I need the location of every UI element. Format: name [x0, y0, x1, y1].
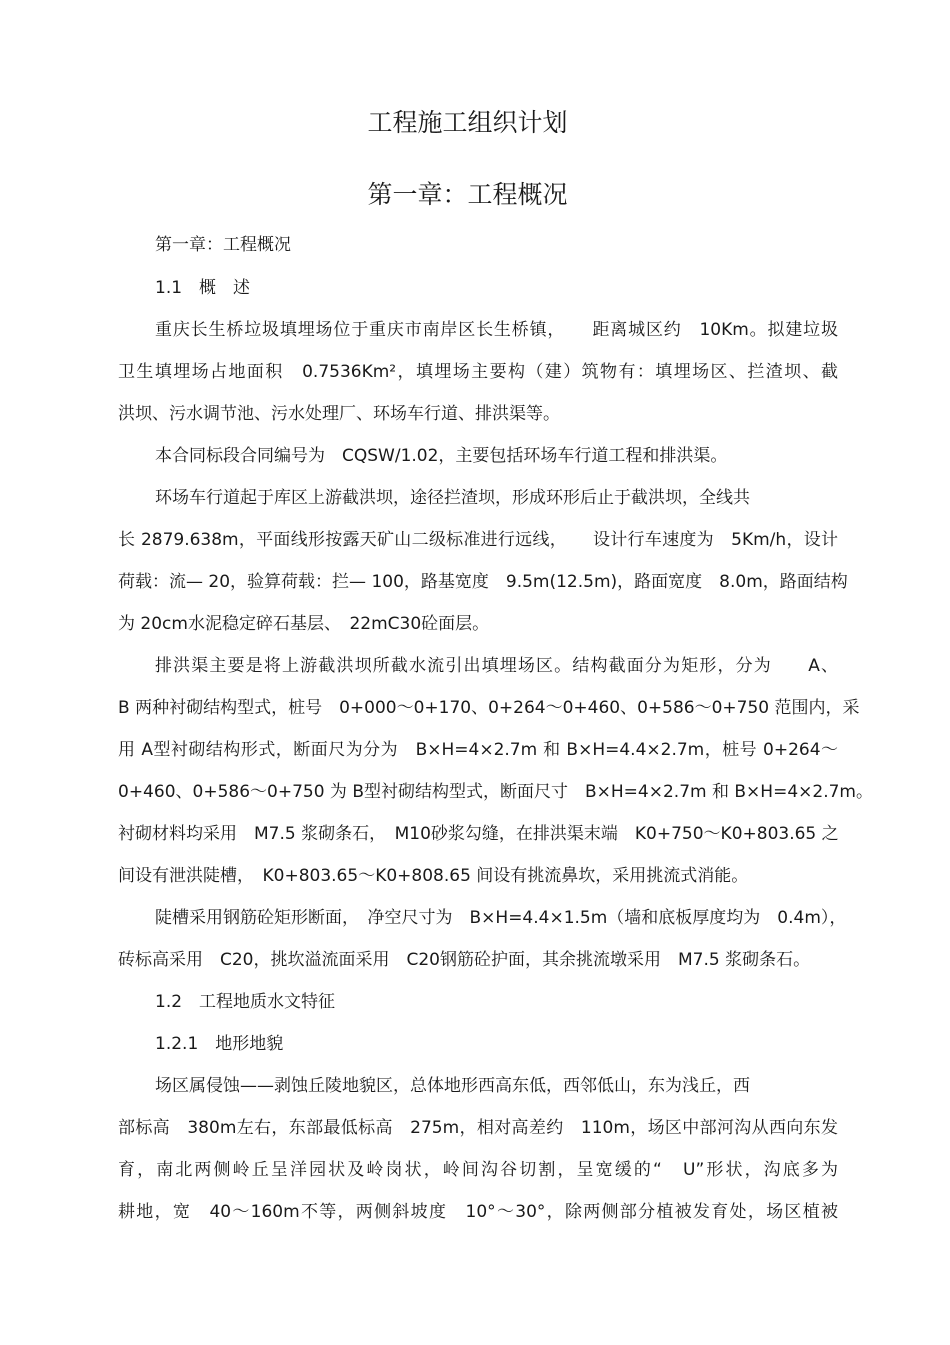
body-line: 本合同标段合同编号为 CQSW/1.02，主要包括环场车行道工程和排洪渠。: [155, 446, 728, 466]
body-line: 荷载：流— 20，验算荷载：拦— 100，路基宽度 9.5m(12.5m)，路面宽度 8.0m，路面结构: [118, 572, 848, 592]
body-line: 间设有泄洪陡槽， K0+803.65～K0+808.65 间设有挑流鼻坎，采用挑流式消能。: [118, 866, 749, 886]
body-line: 0+460、0+586～0+750 为 B型衬砌结构型式，断面尺寸 B×H=4×2.7m 和 B×H=4×2.7m。: [118, 782, 873, 802]
section-heading: 1.2.1 地形地貌: [155, 1034, 284, 1054]
body-line: 用 A型衬砌结构形式，断面尺为分为 B×H=4×2.7m 和 B×H=4.4×2.7m，桩号 0+264～: [118, 740, 838, 760]
body-line: 陡槽采用钢筋砼矩形断面， 净空尺寸为 B×H=4.4×1.5m（墙和底板厚度均为 0.4m），: [155, 908, 847, 928]
body-line: 衬砌材料均采用 M7.5 浆砌条石， M10砂浆勾缝，在排洪渠末端 K0+750～K0+803.65 之: [118, 824, 839, 844]
body-line: 环场车行道起于库区上游截洪坝，途径拦渣坝，形成环形后止于截洪坝，全线共: [155, 488, 750, 508]
body-line: 卫生填埋场占地面积 0.7536Km²，填埋场主要构（建）筑物有：填埋场区、拦渣坝、截: [118, 362, 838, 382]
body-line: 耕地，宽 40～160m不等，两侧斜坡度 10°～30°，除两侧部分植被发育处，场区植被: [118, 1202, 838, 1222]
chapter-title: 第一章：工程概况: [367, 180, 568, 209]
section-heading: 1.2 工程地质水文特征: [155, 992, 336, 1012]
body-line: 育，南北两侧岭丘呈洋园状及岭岗状，岭间沟谷切割，呈宽缓的“ U”形状，沟底多为: [118, 1160, 838, 1180]
body-line: 部标高 380m左右，东部最低标高 275m，相对高差约 110m，场区中部河沟从西向东发: [118, 1118, 838, 1138]
body-line: 排洪渠主要是将上游截洪坝所截水流引出填埋场区。结构截面分为矩形，分为 A、: [155, 656, 838, 676]
body-line: 为 20cm水泥稳定碎石基层、 22mC30砼面层。: [118, 614, 490, 634]
section-heading: 1.1 概 述: [155, 278, 251, 298]
document-title: 工程施工组织计划: [367, 108, 568, 137]
body-line: 砖标高采用 C20，挑坎溢流面采用 C20钢筋砼护面，其余挑流墩采用 M7.5 浆砌条石。: [118, 950, 811, 970]
body-line: B 两种衬砌结构型式，桩号 0+000～0+170、0+264～0+460、0+586～0+750 范围内，采: [118, 698, 860, 718]
body-line: 重庆长生桥垃圾填埋场位于重庆市南岸区长生桥镇， 距离城区约 10Km。拟建垃圾: [155, 320, 838, 340]
body-line: 长 2879.638m，平面线形按露天矿山二级标准进行远线， 设计行车速度为 5Km/h，设计: [118, 530, 838, 550]
body-line: 场区属侵蚀——剥蚀丘陵地貌区，总体地形西高东低，西邻低山，东为浅丘，西: [155, 1076, 750, 1096]
body-line: 洪坝、污水调节池、污水处理厂、环场车行道、排洪渠等。: [118, 404, 560, 424]
section-heading: 第一章：工程概况: [155, 235, 291, 255]
